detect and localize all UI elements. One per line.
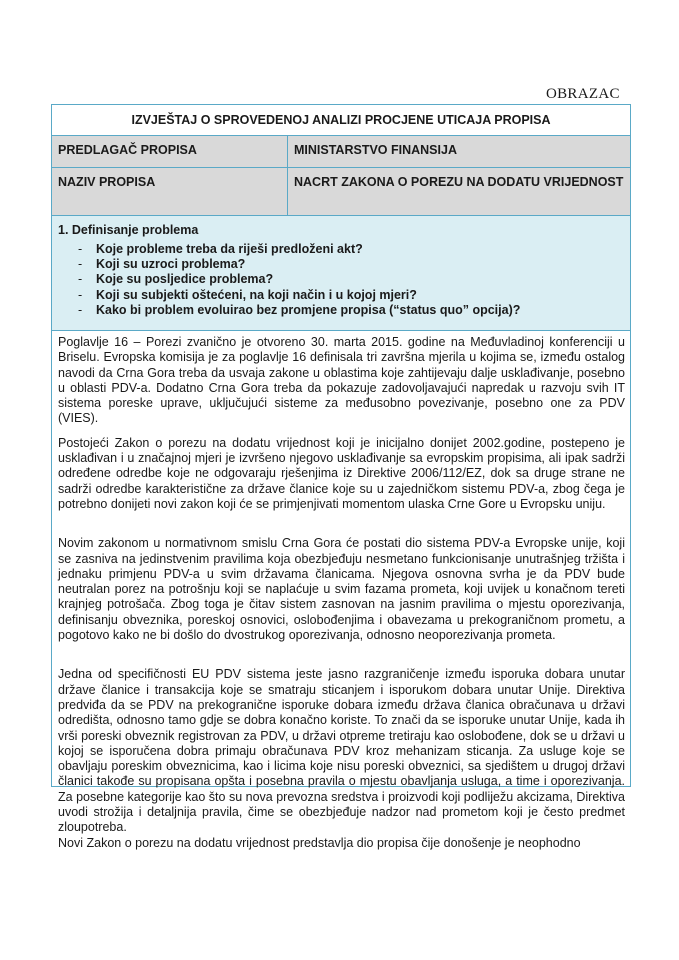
analysis-form-table [51, 104, 631, 850]
naziv-row [52, 168, 630, 216]
question-item: - Koje su posljedice problema? [78, 272, 624, 287]
question-item: - Koje probleme treba da riješi predloženi akt? [78, 242, 624, 257]
problem-definition-section [52, 216, 630, 331]
paragraph: Novim zakonom u normativnom smislu Crna Gora će postati dio sistema PDV-a Evropske unije, koji se zasniva na jedinstvenim pravilima koja obezbjeđuju nesmetano funkcionisanje unutrašnjeg tržišta i jednaku primjenu PDV-a u svim državama članicama. Njegova osnovna svrha je da PDV bude neutralan porez na potrošnju koji se naplaćuje u svim fazama prometa, koji uvijek u konačnom tereti krajnjeg potrošača. Zbog toga je čitav sistem zasnovan na jasnim pravilima o mjestu oporezivanja, definisanju obveznika, poreskoj osnovici, oslobođenjima i obavezama u prekograničnom prometu, a pogotovo kako ne bi došlo do dvostrukog oporezivanja, odnosno neoporezivanja prometa. [58, 536, 625, 643]
paragraph: Postojeći Zakon o porezu na dodatu vrijednost koji je inicijalno donijet 2002.godine, postepeno je usklađivan i u značajnoj mjeri je izvršeno njegovo usklađivanje sa evropskim propisima, ali ipak sadrži određene odredbe koje ne odgovaraju rješenjima iz Direktive 2006/112/EZ, dok sa druge strane ne sadrži odredbe karakteristične za države članice koje su u zajedničkom sistemu PDV-a, zbog čega je potrebno donijeti novi zakon koji će se primjenjivati momentom ulaska Crne Gore u Evropsku uniju. [58, 435, 625, 511]
question-item: - Kako bi problem evoluirao bez promjene propisa (“status quo” opcija)? [78, 303, 624, 318]
predlagac-row [52, 136, 630, 168]
question-item: - Koji su uzroci problema? [78, 257, 624, 272]
predlagac-value: MINISTARSTVO FINANSIJA [294, 143, 457, 157]
obrazac-label: OBRAZAC [546, 86, 620, 102]
paragraph: Jedna od specifičnosti EU PDV sistema jeste jasno razgraničenje između isporuka dobara unutar države članice i transakcija koje se smatraju sticanjem i isporukom dobara unutar Unije. Direktiva predviđa da se PDV na prekogranične isporuke dobara između država članica obračunava u državi odredišta, odnosno tamo gdje se dobra konačno koriste. To znači da se isporuke unutar Unije, kada ih vrši poreski obveznik registrovan za PDV, u državi otpreme tretiraju kao oslobođene, dok se u državi u kojoj se isporučena dobra primaju obračunava PDV kroz mehanizam sticanja. Za usluge koje se obavljaju poreskim obveznicima, kao i licima koje nisu poreski obveznici, sa sjedištem u drugoj državi članici takođe su propisana opšta i posebna pravila o mjestu obavljanja usluga, a time i oporezivanja. Za posebne kategorije kao što su nova prevozna sredstva i proizvodi koji podliježu akcizama, Direktiva uvodi strožija i detaljnija pravila, čime se obezbjeđuje nadzor nad prometom koji je često predmet zloupotreba. [58, 667, 625, 835]
problem-description [52, 331, 630, 850]
question-list [58, 242, 624, 318]
naziv-label: NAZIV PROPISA [52, 168, 288, 215]
paragraph: Novi Zakon o porezu na dodatu vrijednost predstavlja dio propisa čije donošenje je neophodno [58, 835, 581, 850]
form-title: IZVJEŠTAJ O SPROVEDENOJ ANALIZI PROCJENE UTICAJA PROPISA [52, 105, 630, 136]
paragraph: Poglavlje 16 – Porezi zvanično je otvoreno 30. marta 2015. godine na Međuvladinoj konferenciji u Briselu. Evropska komisija je za poglavlje 16 definisala tri završna mjerila u kojima se, između ostalog navodi da Crna Gora treba da usvaja zakone u oblastima koje zahtijevaju dalje usklađivanje, posebno u oblasti PDV-a. Dodatno Crna Gora treba da pokazuje zadovoljavajući napredak u razvoju svih IT sistema poreske uprave, uključujući sisteme za međusobno povezivanje, posebno one za PDV (VIES). [58, 335, 625, 426]
predlagac-label: PREDLAGAČ PROPISA [52, 136, 288, 167]
question-item: - Koji su subjekti oštećeni, na koji način i u kojoj mjeri? [78, 288, 624, 303]
section-heading: 1. Definisanje problema [58, 223, 199, 237]
naziv-value: NACRT ZAKONA O POREZU NA DODATU VRIJEDNOST [294, 175, 624, 189]
